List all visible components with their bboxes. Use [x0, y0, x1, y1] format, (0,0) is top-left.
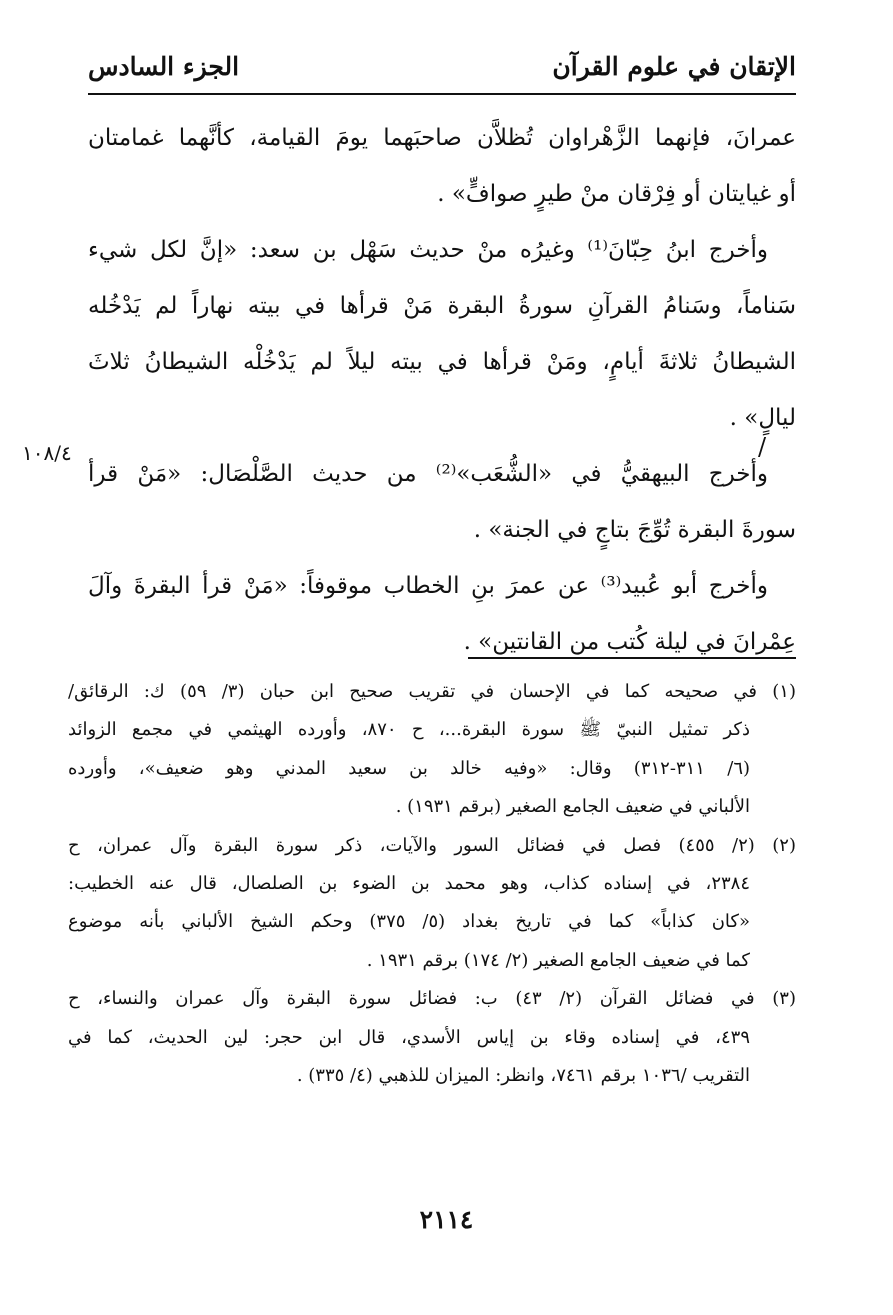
text-line: سورةَ البقرة تُوِّجَ بتاجٍ في الجنة» .	[473, 517, 796, 543]
text-line: أو غيايتان أو فِرْقان منْ طيرٍ صوافٍّ» .	[437, 181, 796, 207]
footnote-line: (٢) (٢/ ٤٥٥) فصل في فضائل السور والآيات، ذكر سورة البقرة وآل عمران، ح	[68, 834, 796, 856]
text-line: عِمْرانَ في ليلة كُتب من القانتين» .	[463, 629, 796, 655]
book-title: الإتقان في علوم القرآن	[552, 52, 796, 81]
header-rule	[88, 93, 796, 95]
footnote-line: ٤٣٩، في إسناده وقاء بن إياس الأسدي، قال ابن حجر: لين الحديث، كما في	[68, 1026, 750, 1048]
footnote-line: «كان كذاباً» كما في تاريخ بغداد (٥/ ٣٧٥) وحكم الشيخ الألباني بأنه موضوع	[68, 911, 750, 933]
text-line: سَناماً، وسَنامُ القرآنِ سورةُ البقرة مَنْ قرأها في بيته نهاراً لم يَدْخُله	[88, 293, 796, 319]
text-line: ليالٍ» .	[729, 405, 796, 431]
main-text	[88, 110, 796, 670]
footnote-line: التقريب /١٠٣٦ برقم ٧٤٦١، وانظر: الميزان للذهبي (٤/ ٣٣٥) .	[296, 1064, 750, 1086]
running-header	[88, 52, 796, 88]
footnote-separator	[468, 657, 796, 659]
footnote-line: ذكر تمثيل النبيّ ﷺ سورة البقرة...، ح ٨٧٠، وأورده الهيثمي في مجمع الزوائد	[68, 719, 750, 741]
footnote-line: (٦/ ٣١١-٣١٢) وقال: «وفيه خالد بن سعيد المدني وهو ضعيف»، وأورده	[68, 757, 751, 779]
footnote-line: كما في ضعيف الجامع الصغير (٢/ ١٧٤) برقم ١٩٣١ .	[366, 949, 750, 971]
footnote-line: (١) في صحيحه كما في الإحسان في تقريب صحيح ابن حبان (٣/ ٥٩) ك: الرقائق/	[68, 681, 796, 702]
text-line: وأخرج أبو عُبيد⁽³⁾ عن عمرَ بنِ الخطاب موقوفاً: «مَنْ قرأ البقرةَ وآلَ	[88, 573, 768, 599]
text-line: الشيطانُ ثلاثةَ أيامٍ، ومَنْ قرأها في بيته ليلاً لم يَدْخُلْه الشيطانُ ثلاثَ	[88, 349, 796, 375]
part-label: الجزء السادس	[88, 52, 240, 81]
text-line: وأخرج البيهقيُّ في «الشُّعَب»⁽²⁾ من حديث الصَّلْصَال: «مَنْ قرأ	[88, 461, 768, 487]
footnote-line: (٣) في فضائل القرآن (٢/ ٤٣) ب: فضائل سورة البقرة وآل عمران والنساء، ح	[68, 988, 796, 1010]
page-break-marker: /	[758, 433, 767, 461]
text-line: وأخرج ابنُ حِبّانَ⁽¹⁾ وغيرُه منْ حديث سَهْل بن سعد: «إنَّ لكل شيء	[88, 237, 768, 263]
footnote-line: الألباني في ضعيف الجامع الصغير (برقم ١٩٣١) .	[395, 796, 750, 818]
text-line: عمرانَ، فإنهما الزَّهْراوان تُظلاَّن صاحبَهما يومَ القيامة، كأنَّهما غمامتان	[88, 125, 796, 151]
margin-page-reference: ١٠٨/٤	[22, 441, 72, 465]
footnotes	[68, 673, 796, 1095]
page-number: ٢١١٤	[419, 1205, 474, 1234]
footnote-line: ٢٣٨٤، في إسناده كذاب، وهو محمد بن الضوء بن الصلصال، قال عنه الخطيب:	[68, 872, 750, 894]
